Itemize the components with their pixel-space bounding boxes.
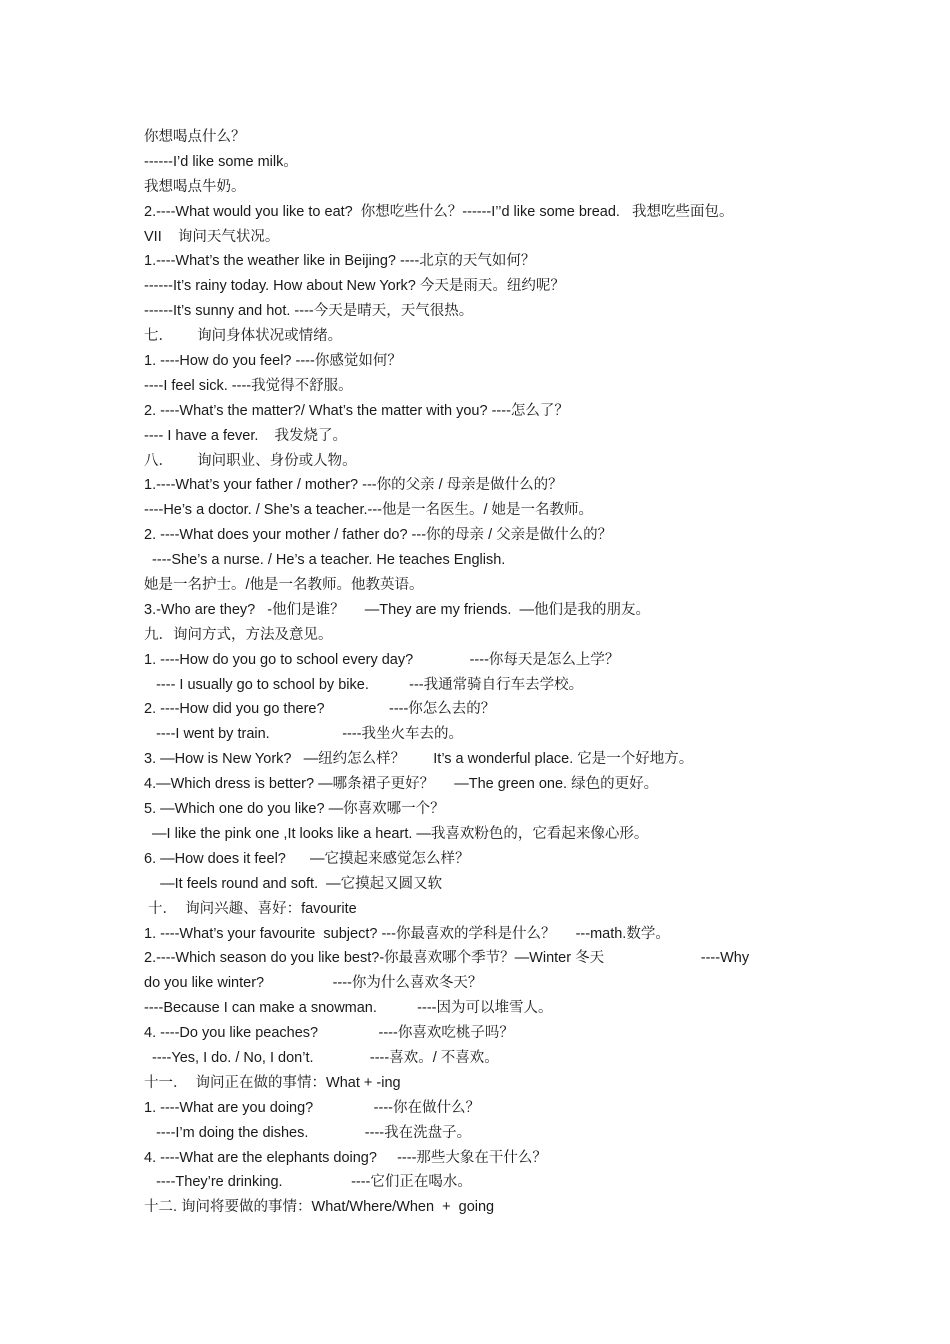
text-line: 6. —How does it feel? —它摸起来感觉怎么样？: [144, 850, 470, 867]
text-line: 2.----What would you like to eat? 你想吃些什么？------I’’d like some bread. 我想吃些面包。: [144, 203, 734, 220]
text-line: ------It’s rainy today. How about New York? 今天是雨天。纽约呢？: [144, 278, 565, 295]
text-line: 3.-Who are they? -他们是谁？ —They are my friends. —他们是我的朋友。: [144, 601, 650, 618]
text-line: 1. ----How do you feel? ----你感觉如何？: [144, 353, 402, 370]
section-heading: VII 询问天气状况。: [144, 228, 280, 245]
text-line: —I like the pink one ,It looks like a heart. —我喜欢粉色的，它看起来像心形。: [144, 825, 649, 842]
section-heading: 七． 询问身体状况或情绪。: [144, 328, 343, 345]
text-line: 你想喝点什么？: [144, 129, 246, 145]
text-line: ----I feel sick. ----我觉得不舒服。: [144, 377, 353, 394]
text-line: 2.----Which season do you like best?-你最喜欢哪个季节？—Winter 冬天 ----Why: [144, 950, 750, 967]
text-line: 1.----What’s your father / mother? ---你的父亲 / 母亲是做什么的？: [144, 477, 563, 494]
section-heading: 十． 询问兴趣、喜好：favourite: [144, 900, 357, 917]
text-line: ------I’d like some milk。: [144, 153, 298, 170]
text-line: 4. ----Do you like peaches? ----你喜欢吃桃子吗？: [144, 1025, 514, 1042]
text-line: ----She’s a nurse. / He’s a teacher. He teaches English.: [144, 552, 506, 569]
text-line: do you like winter? ----你为什么喜欢冬天？: [144, 975, 483, 992]
document-body: [144, 125, 824, 1220]
text-line: —It feels round and soft. —它摸起又圆又软: [144, 875, 443, 892]
text-line: 1. ----What are you doing? ----你在做什么？: [144, 1099, 480, 1116]
text-line: 5. —Which one do you like? —你喜欢哪一个？: [144, 801, 445, 818]
text-line: 她是一名护士。/他是一名教师。他教英语。: [144, 577, 424, 594]
text-line: 1. ----How do you go to school every day? ----你每天是怎么上学？: [144, 651, 620, 668]
section-heading: 九．询问方式，方法及意见。: [144, 626, 333, 643]
text-line: 4.—Which dress is better? —哪条裙子更好？ —The green one. 绿色的更好。: [144, 776, 659, 793]
text-line: 4. ----What are the elephants doing? ----那些大象在干什么？: [144, 1149, 547, 1166]
text-line: ----I went by train. ----我坐火车去的。: [144, 726, 464, 743]
text-line: 1. ----What’s your favourite subject? ---你最喜欢的学科是什么？ ---math.数学。: [144, 925, 670, 942]
text-line: ----They’re drinking. ----它们正在喝水。: [144, 1174, 472, 1191]
text-line: 3. —How is New York? —纽约怎么样？ It’s a wonderful place. 它是一个好地方。: [144, 751, 694, 768]
text-line: 2. ----What’s the matter?/ What’s the matter with you? ----怎么了？: [144, 402, 569, 419]
text-line: 2. ----What does your mother / father do? ---你的母亲 / 父亲是做什么的？: [144, 527, 613, 544]
section-heading: 十二. 询问将要做的事情：What/Where/When + going: [144, 1199, 495, 1216]
text-line: ---- I usually go to school by bike. ---我通常骑自行车去学校。: [144, 676, 584, 693]
section-heading: 八． 询问职业、身份或人物。: [144, 452, 357, 469]
text-line: ----Yes, I do. / No, I don’t. ----喜欢。/ 不喜欢。: [144, 1049, 499, 1066]
text-line: ----Because I can make a snowman. ----因为可以堆雪人。: [144, 1000, 553, 1017]
text-line: ----I’m doing the dishes. ----我在洗盘子。: [144, 1124, 472, 1141]
text-line: 我想喝点牛奶。: [144, 178, 246, 195]
text-line: ---- I have a fever. 我发烧了。: [144, 427, 348, 444]
text-line: ------It’s sunny and hot. ----今天是晴天，天气很热。: [144, 303, 474, 320]
text-line: 2. ----How did you go there? ----你怎么去的？: [144, 701, 496, 718]
text-line: ----He’s a doctor. / She’s a teacher.---他是一名医生。/ 她是一名教师。: [144, 502, 594, 519]
text-line: 1.----What’s the weather like in Beijing? ----北京的天气如何？: [144, 253, 536, 270]
section-heading: 十一． 询问正在做的事情：What + -ing: [144, 1074, 401, 1091]
